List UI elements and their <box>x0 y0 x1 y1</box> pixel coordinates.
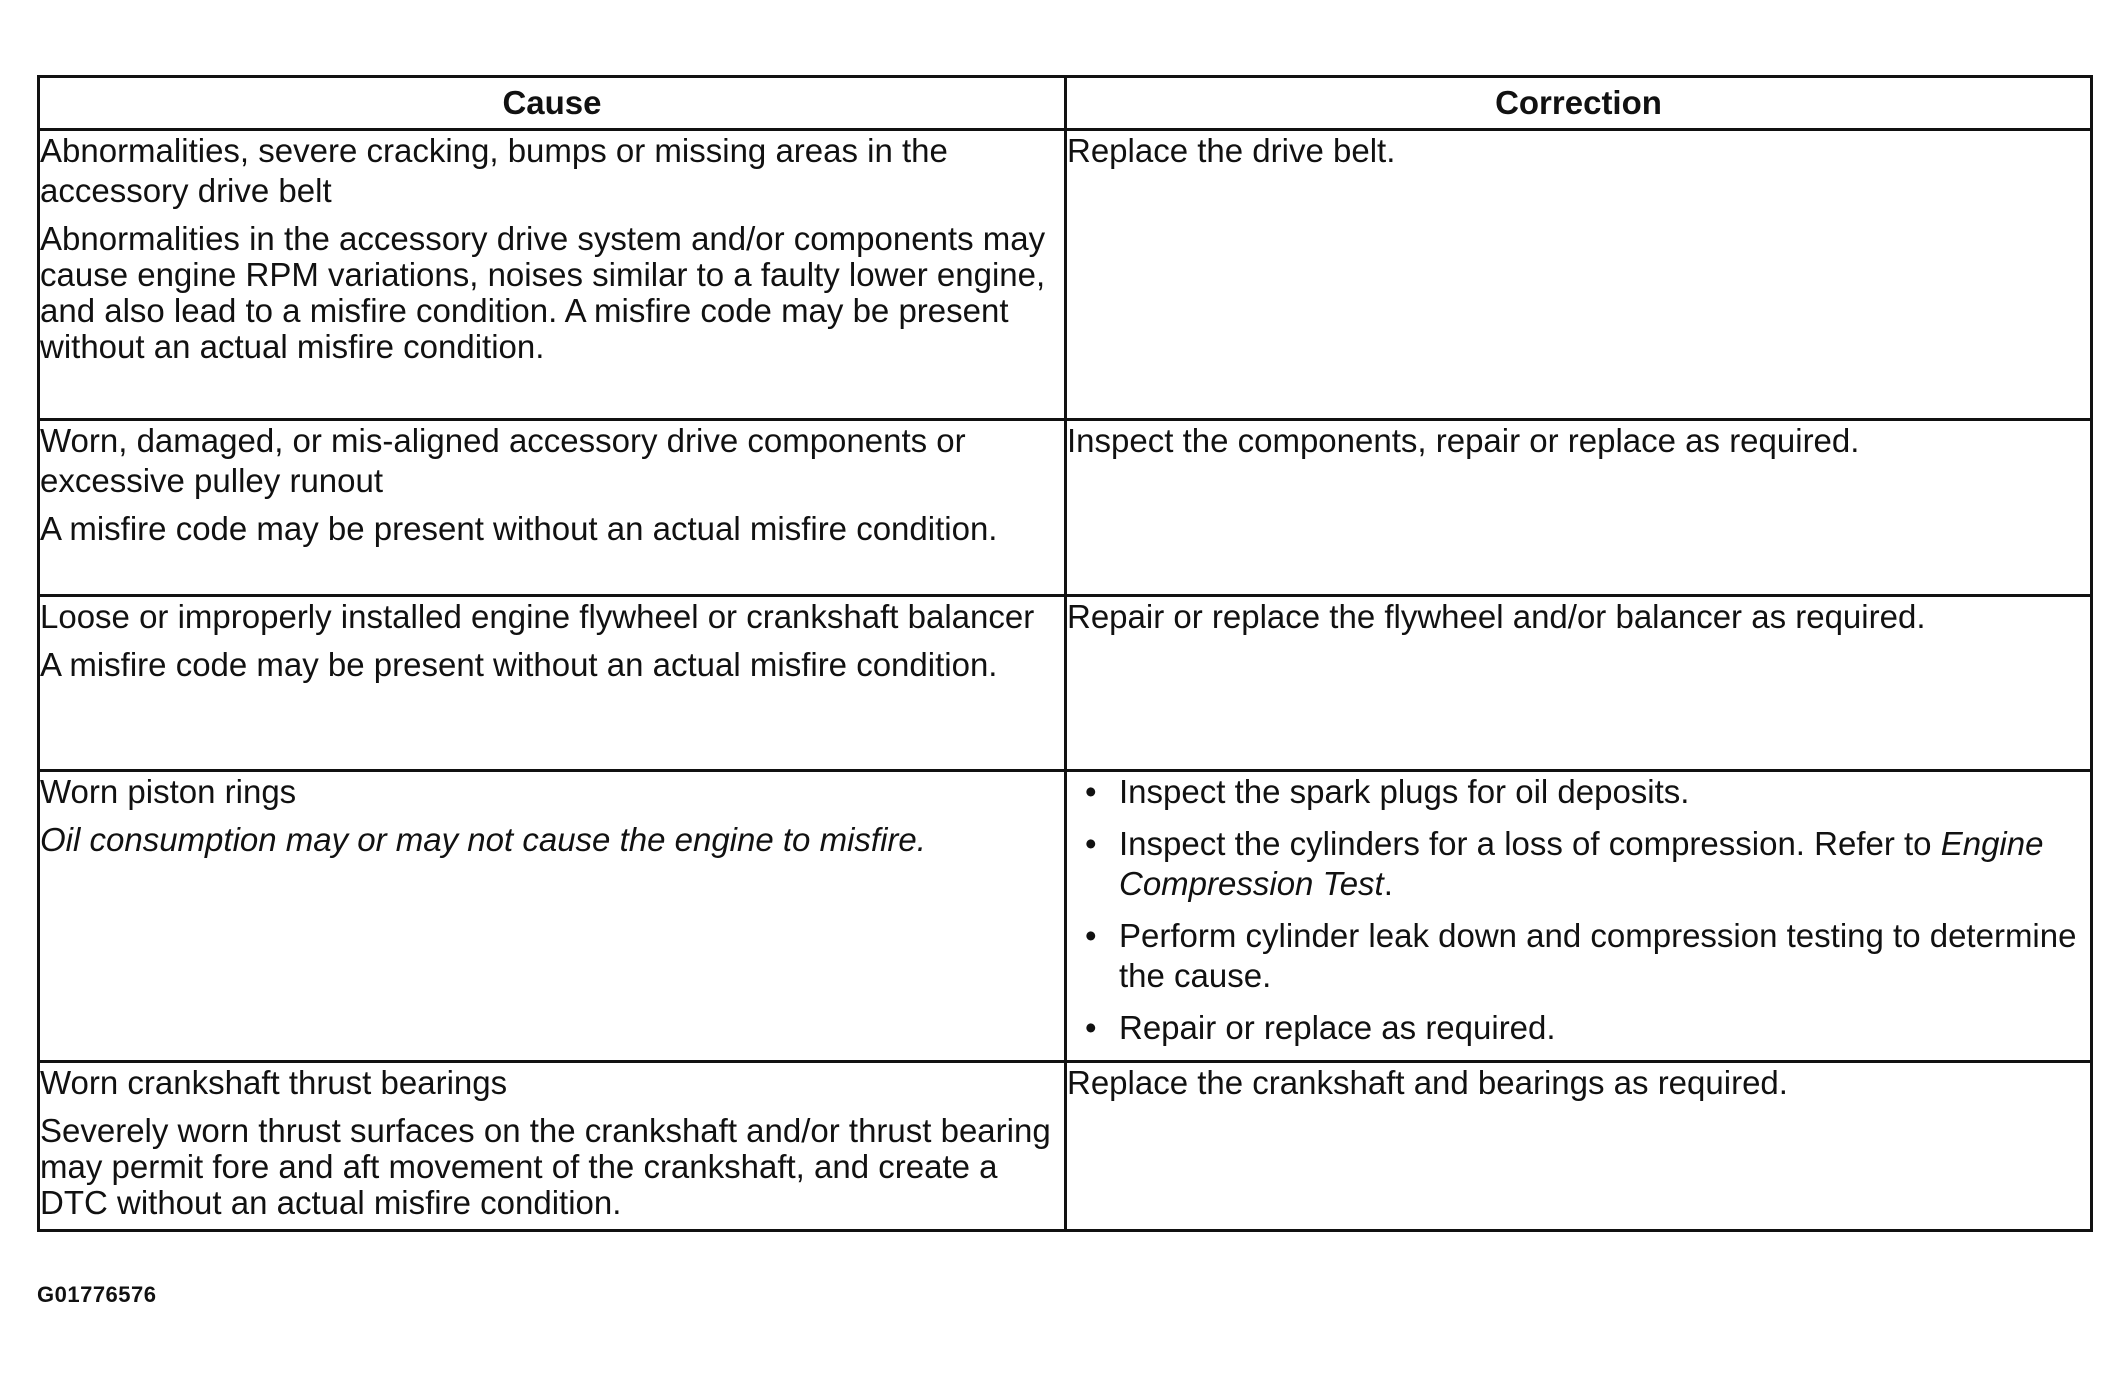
table-row <box>39 420 2092 596</box>
correction-cell <box>1066 596 2092 771</box>
correction-step <box>1119 772 2090 812</box>
table-header-row <box>39 77 2092 130</box>
cause-cell <box>39 420 1066 596</box>
cause-title: Abnormalities, severe cracking, bumps or missing areas in the accessory drive belt <box>40 132 948 209</box>
column-header-correction: Correction <box>1066 77 2092 130</box>
table-row <box>39 771 2092 1062</box>
cause-note: Severely worn thrust surfaces on the crankshaft and/or thrust bearing may permit fore and aft movement of the crankshaft, and create a DTC without an actual misfire condition. <box>40 1112 1051 1221</box>
correction-cell <box>1066 420 2092 596</box>
diagnostic-table <box>37 75 2093 1232</box>
correction-step <box>1119 824 2090 904</box>
correction-text: Repair or replace the flywheel and/or balancer as required. <box>1067 598 1926 635</box>
correction-step <box>1119 1008 2090 1048</box>
correction-cell <box>1066 771 2092 1062</box>
correction-text: Replace the drive belt. <box>1067 132 1396 169</box>
correction-step-text: Perform cylinder leak down and compression testing to determine the cause. <box>1119 917 2077 994</box>
cause-cell <box>39 1062 1066 1231</box>
cause-cell <box>39 771 1066 1062</box>
cause-cell <box>39 130 1066 420</box>
diagnostic-table-container <box>37 75 2090 1232</box>
cause-cell <box>39 596 1066 771</box>
correction-step-text: Inspect the spark plugs for oil deposits. <box>1119 773 1690 810</box>
figure-id-label: G01776576 <box>37 1282 157 1307</box>
cause-note: A misfire code may be present without an actual misfire condition. <box>40 646 998 683</box>
correction-step-text: Repair or replace as required. <box>1119 1009 1556 1046</box>
engine-compression-test-reference[interactable]: Engine Compression Test <box>1119 825 2044 902</box>
correction-text: Inspect the components, repair or replace as required. <box>1067 422 1860 459</box>
cause-title: Worn piston rings <box>40 773 297 810</box>
correction-cell <box>1066 130 2092 420</box>
table-row <box>39 596 2092 771</box>
cause-note: A misfire code may be present without an actual misfire condition. <box>40 510 998 547</box>
column-header-cause: Cause <box>39 77 1066 130</box>
cause-title: Worn crankshaft thrust bearings <box>40 1064 508 1101</box>
cause-title: Loose or improperly installed engine flywheel or crankshaft balancer <box>40 598 1035 635</box>
correction-cell <box>1066 1062 2092 1231</box>
correction-step-punctuation: . <box>1383 865 1393 902</box>
correction-steps-list <box>1067 772 2090 1048</box>
cause-note: Oil consumption may or may not cause the engine to misfire. <box>40 821 926 858</box>
cause-note: Abnormalities in the accessory drive system and/or components may cause engine RPM variations, noises similar to a faulty lower engine, and also lead to a misfire condition. A misfire code may be present without an actual misfire condition. <box>40 220 1046 365</box>
correction-text: Replace the crankshaft and bearings as required. <box>1067 1064 1788 1101</box>
table-row <box>39 1062 2092 1231</box>
correction-step <box>1119 916 2090 996</box>
cause-title: Worn, damaged, or mis-aligned accessory drive components or excessive pulley runout <box>40 422 966 499</box>
correction-step-text: Inspect the cylinders for a loss of compression. Refer to <box>1119 825 1932 862</box>
table-row <box>39 130 2092 420</box>
